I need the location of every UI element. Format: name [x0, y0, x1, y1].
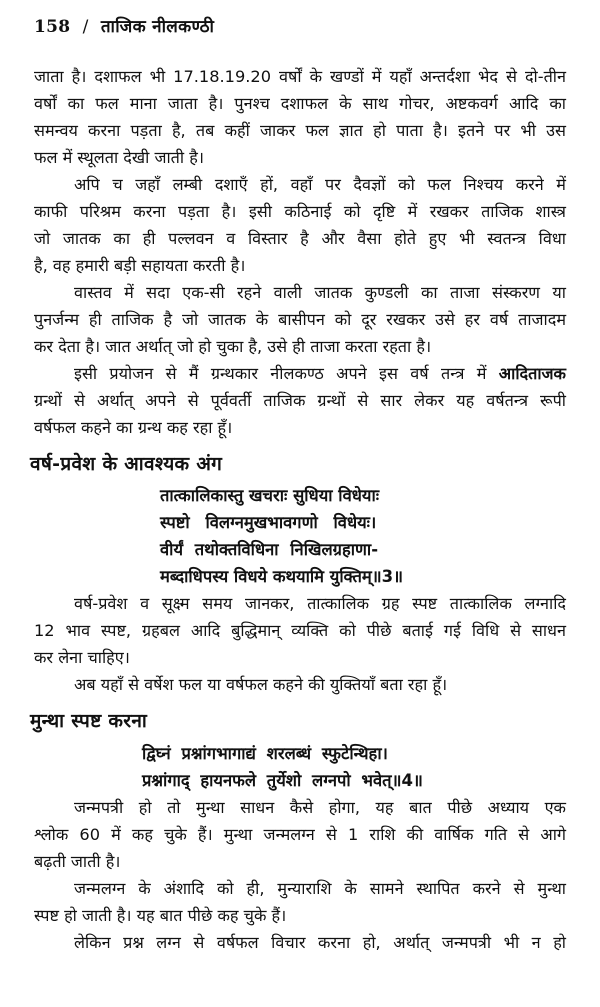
text-line: कर लेना चाहिए। — [34, 648, 130, 667]
text-line: फल में स्थूलता देखी जाती है। — [34, 148, 204, 167]
text-line: पुनर्जन्म ही ताजिक है जो जातक के बासीपन को दूर रखकर उसे हर वर्ष ताजादम — [34, 310, 566, 329]
verse-line: स्पष्टो विलग्नमुखभावगणो विधेयः। — [160, 513, 377, 532]
verse-line: द्विघ्नं प्रश्नांगभागाद्यं शरलब्धं स्फुटेन्थिहा। — [142, 744, 388, 763]
text-line: ग्रन्थों से अर्थात् अपने से पूर्ववर्ती ताजिक ग्रन्थों से सार लेकर यह वर्षतन्त्र रूपी — [34, 391, 566, 410]
bold-term: आदिताजक — [498, 364, 566, 383]
section-heading: मुन्था स्पष्ट करना — [30, 710, 148, 732]
text-line: जन्मपत्री हो तो मुन्था साधन कैसे होगा, यह बात पीछे अध्याय एक — [74, 798, 566, 817]
section-heading: वर्ष-प्रवेश के आवश्यक अंग — [30, 453, 223, 475]
verse-line: वीर्यं तथोक्तविधिना निखिलग्रहाणा- — [160, 540, 379, 559]
verse-line: प्रश्नांगाद् हायनफले तुर्येशो लग्नपो भवेत्॥4॥ — [142, 771, 423, 790]
text-line: स्पष्ट हो जाती है। यह बात पीछे कह चुके हैं। — [34, 906, 287, 925]
verse-line: तात्कालिकास्तु खचराः सुधिया विधेयाः — [160, 486, 380, 505]
text-line: वास्तव में सदा एक-सी रहने वाली जातक कुण्डली का ताजा संस्करण या — [74, 283, 566, 302]
running-head — [34, 14, 214, 37]
text-line: वर्षों का फल माना जाता है। पुनश्च दशाफल के साथ गोचर, अष्टकवर्ग आदि का — [34, 94, 566, 113]
text-line: अब यहाँ से वर्षेश फल या वर्षफल कहने की युक्तियाँ बता रहा हूँ। — [74, 675, 448, 694]
text-line: वर्षफल कहने का ग्रन्थ कह रहा हूँ। — [34, 418, 233, 437]
text-line: 12 भाव स्पष्ट, ग्रहबल आदि बुद्धिमान् व्यक्ति को पीछे बताई गई विधि से साधन — [34, 621, 566, 640]
text-line — [74, 361, 566, 387]
text-line: जाता है। दशाफल भी 17.18.19.20 वर्षों के खण्डों में यहाँ अन्तर्दशा भेद से दो-तीन — [34, 67, 566, 86]
text-line: है, वह हमारी बड़ी सहायता करती है। — [34, 256, 246, 275]
text-line: कर देता है। जात अर्थात् जो हो चुका है, उसे ही ताजा करता रहता है। — [34, 337, 432, 356]
text-line: लेकिन प्रश्न लग्न से वर्षफल विचार करना हो, अर्थात् जन्मपत्री भी न हो — [74, 933, 566, 952]
text-line: जो जातक का ही पल्लवन व विस्तार है और वैसा होते हुए भी स्वतन्त्र विधा — [34, 229, 566, 248]
text-line: बढ़ती जाती है। — [34, 852, 121, 871]
text-line: जन्मलग्न के अंशादि को ही, मुन्याराशि के सामने स्थापित करने से मुन्था — [74, 879, 566, 898]
text-line: काफी परिश्रम करना पड़ता है। इसी कठिनाई को दृष्टि में रखकर ताजिक शास्त्र — [34, 202, 566, 221]
text-line: श्लोक 60 में कह चुके हैं। मुन्था जन्मलग्न से 1 राशि की वार्षिक गति से आगे — [34, 825, 566, 844]
book-title: ताजिक नीलकण्ठी — [100, 17, 215, 37]
text-run: इसी प्रयोजन से मैं ग्रन्थकार नीलकण्ठ अपने इस वर्ष तन्त्र में — [74, 364, 499, 383]
header-separator: / — [82, 17, 89, 37]
text-line: अपि च जहाँ लम्बी दशाएँ हों, वहाँ पर दैवज्ञों को फल निश्चय करने में — [74, 175, 566, 194]
verse-line: मब्दाधिपस्य विधये कथयामि युक्तिम्॥3॥ — [160, 567, 403, 586]
text-line: समन्वय करना पड़ता है, तब कहीं जाकर फल ज्ञात हो पाता है। इतने पर भी उस — [34, 121, 566, 140]
text-line: वर्ष-प्रवेश व सूक्ष्म समय जानकर, तात्कालिक ग्रह स्पष्ट तात्कालिक लग्नादि — [74, 594, 566, 613]
page-number: 158 — [34, 17, 71, 37]
